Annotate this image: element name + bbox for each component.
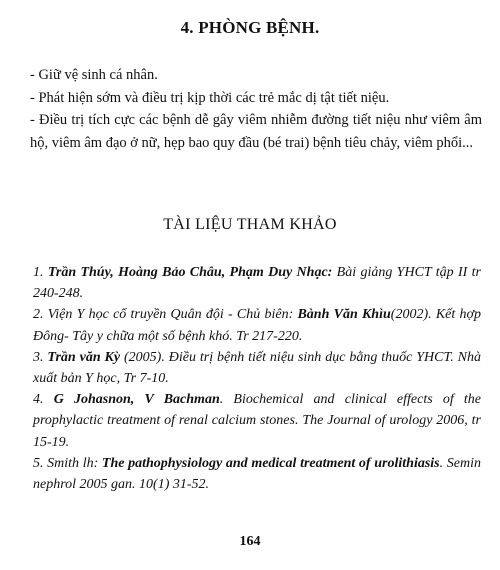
reference-authors: Trần Thúy, Hoàng Bảo Châu, Phạm Duy Nhạc [47,265,328,280]
reference-number: 2. [33,307,48,323]
reference-title: The pathophysiology and medical treatment of urolithiasis [101,455,440,471]
reference-authors: Bành Văn Khìu [297,307,391,323]
section-heading: 4. PHÒNG BỆNH. [180,18,320,37]
reference-source: Smith lh: [47,455,102,471]
reference-text: . Biochemical and clinical effects of the prophylactic treatment of renal calcium stones. The Journal of urology 2006, tr 15-19. [33,392,482,450]
reference-authors: G Johasnon, V Bachman [53,392,220,408]
prevention-item: - Giữ vệ sinh cá nhân. [30,67,158,83]
reference-source: Viện Y học cổ truyền Quân đội - Chủ biên: [47,307,298,323]
page-number: 164 [239,534,261,549]
reference-text: (2005). Điều trị bệnh tiết niệu sinh dục bằng thuốc YHCT. Nhà xuất bản Y học, Tr 7-10. [33,349,481,387]
reference-number: 5. [33,455,48,471]
reference-item [33,389,481,453]
reference-separator: : [327,265,333,280]
reference-authors: Trần văn Kỳ [47,349,121,365]
reference-number: 3. [33,349,48,365]
reference-item [33,347,481,389]
prevention-item: - Phát hiện sớm và điều trị kịp thời các trẻ mắc dị tật tiết niệu. [30,89,390,106]
reference-item [33,262,481,304]
reference-text: . Semin nephrol 2005 gan. 10(1) 31-52. [33,455,481,493]
references-title: TÀI LIỆU THAM KHẢO [163,216,337,233]
reference-text: (2002). Kết hợp Đông- Tây y chữa một số bệnh khó. Tr 217-220. [33,307,481,344]
prevention-item: - Điều trị tích cực các bệnh dễ gây viêm nhiễm đường tiết niệu như viêm âm hộ, viêm âm đạo ở nữ, hẹp bao quy đầu (bé trai) bệnh tiêu chảy, viêm phổi... [30,112,482,151]
reference-number: 4. [33,392,54,408]
references-list [33,262,481,495]
prevention-list [30,64,482,154]
reference-item [33,304,481,346]
reference-text: Bài giảng YHCT tập II tr 240-248. [33,265,481,302]
reference-number: 1. [33,265,48,280]
reference-item [33,453,481,495]
